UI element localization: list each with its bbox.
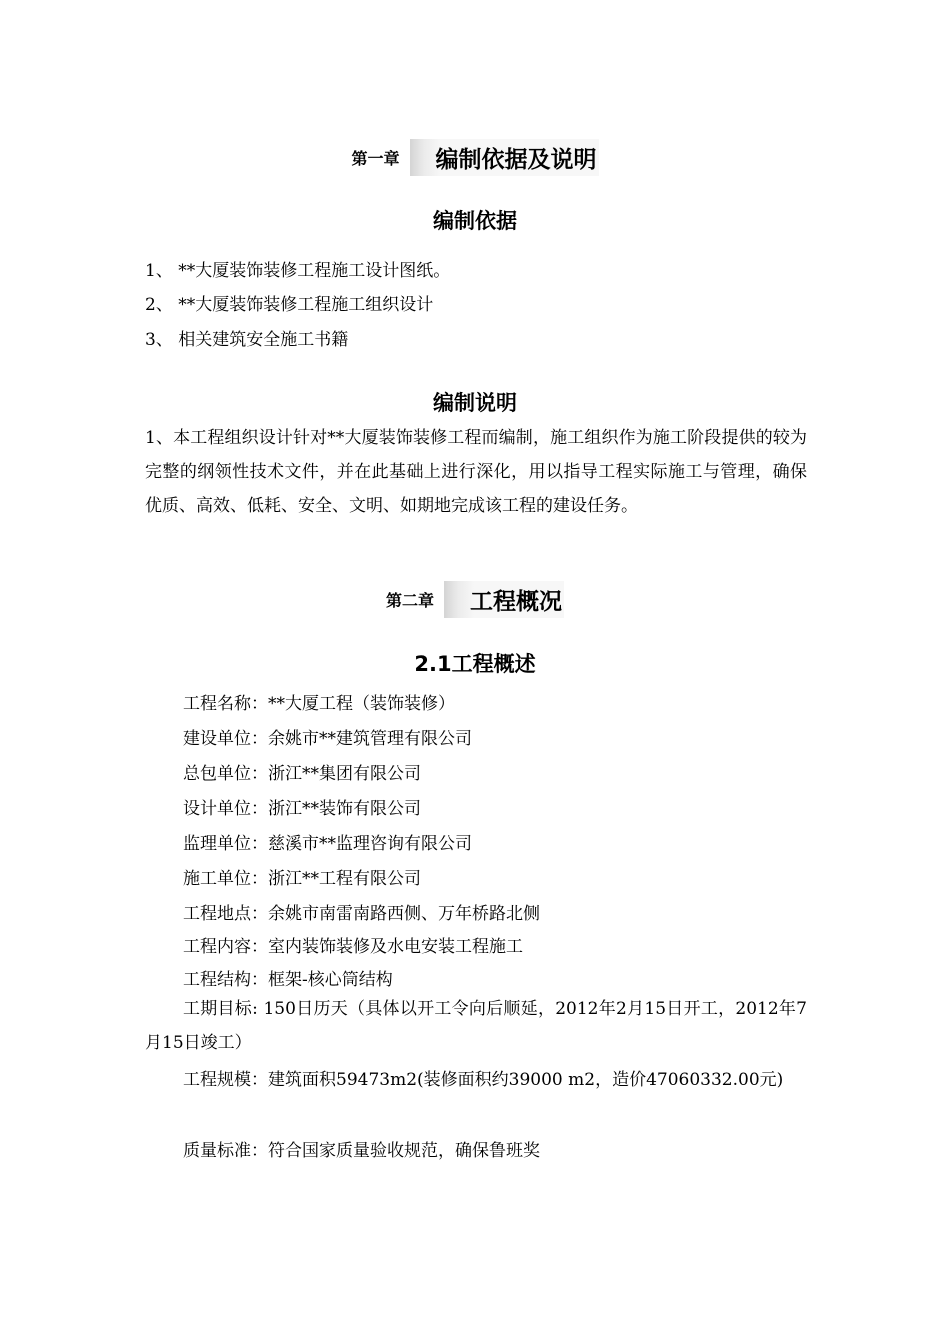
- notes-heading: 编制说明: [433, 391, 517, 415]
- basis-item: 3、 相关建筑安全施工书籍: [145, 330, 349, 350]
- chapter-1-heading: [0, 139, 950, 176]
- overview-line: 工程地点：余姚市南雷南路西侧、万年桥路北侧: [183, 904, 540, 924]
- overview-line: 工程结构：框架-核心筒结构: [183, 970, 393, 990]
- overview-line: 监理单位：慈溪市**监理咨询有限公司: [183, 834, 472, 854]
- chapter-2-heading: [0, 581, 950, 618]
- overview-line: 建设单位：余姚市**建筑管理有限公司: [183, 729, 472, 749]
- overview-line: 工程名称：**大厦工程（装饰装修）: [183, 694, 455, 714]
- overview-heading: 2.1工程概述: [414, 652, 536, 676]
- basis-heading: 编制依据: [433, 209, 517, 233]
- chapter-2-number: 第二章: [385, 591, 434, 610]
- overview-line: 总包单位：浙江**集团有限公司: [183, 764, 421, 784]
- chapter-1-number: 第一章: [351, 149, 400, 168]
- overview-line: 设计单位：浙江**装饰有限公司: [183, 799, 421, 819]
- basis-item: 1、 **大厦装饰装修工程施工设计图纸。: [145, 261, 451, 281]
- overview-line: 工程内容：室内装饰装修及水电安装工程施工: [183, 937, 523, 957]
- chapter-1-title: 编制依据及说明: [410, 139, 599, 176]
- notes-paragraph: 1、本工程组织设计针对**大厦装饰装修工程而编制，施工组织作为施工阶段提供的较为完整的纲领性技术文件，并在此基础上进行深化，用以指导工程实际施工与管理，确保优质、高效、低耗、安全、文明、如期地完成该工程的建设任务。: [145, 428, 807, 516]
- chapter-2-title: 工程概况: [444, 581, 564, 618]
- basis-item: 2、 **大厦装饰装修工程施工组织设计: [145, 295, 434, 315]
- overview-duration: 工期目标: 150日历天（具体以开工令向后顺延，2012年2月15日开工，2012年7月15日竣工）: [145, 999, 807, 1053]
- overview-scale: 工程规模：建筑面积59473m2(装修面积约39000 m2，造价47060332.00元): [183, 1070, 784, 1090]
- overview-line: 施工单位：浙江**工程有限公司: [183, 869, 421, 889]
- overview-quality: 质量标准：符合国家质量验收规范，确保鲁班奖: [183, 1141, 540, 1161]
